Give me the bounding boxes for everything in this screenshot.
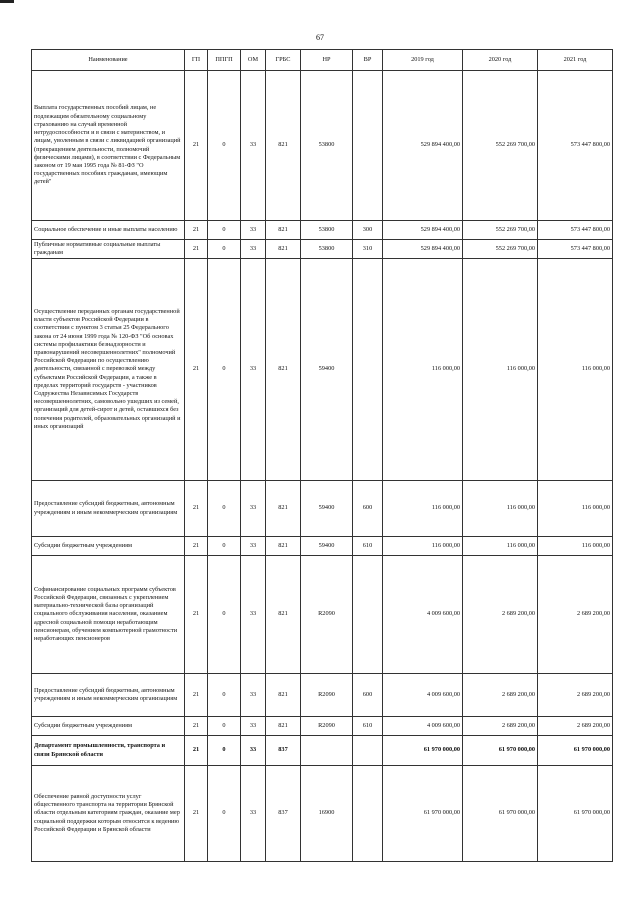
row-name: Предоставление субсидий бюджетным, автономным учреждениям и иным некоммерческим организациям: [32, 674, 185, 717]
row-ppgp: 0: [208, 766, 241, 862]
row-name: Департамент промышленности, транспорта и связи Брянской области: [32, 736, 185, 766]
table-row: [32, 537, 613, 556]
row-ppgp: 0: [208, 481, 241, 537]
row-amount-2021: 573 447 800,00: [538, 71, 613, 221]
row-om: 33: [241, 71, 266, 221]
row-om: 33: [241, 537, 266, 556]
row-ppgp: 0: [208, 736, 241, 766]
row-nr: 59400: [301, 537, 353, 556]
row-ppgp: 0: [208, 240, 241, 259]
row-amount-2021: 116 000,00: [538, 259, 613, 481]
row-grbs: 821: [266, 71, 301, 221]
header-2019: 2019 год: [383, 50, 463, 71]
table-header-row: [32, 50, 613, 71]
row-nr: R2090: [301, 717, 353, 736]
row-amount-2020: 61 970 000,00: [463, 766, 538, 862]
row-amount-2021: 116 000,00: [538, 537, 613, 556]
row-vr: [353, 556, 383, 674]
header-name: Наименование: [32, 50, 185, 71]
row-grbs: 821: [266, 674, 301, 717]
row-vr: 600: [353, 674, 383, 717]
row-om: 33: [241, 736, 266, 766]
row-vr: 310: [353, 240, 383, 259]
row-ppgp: 0: [208, 717, 241, 736]
row-amount-2020: 2 689 200,00: [463, 717, 538, 736]
row-om: 33: [241, 240, 266, 259]
header-grbs: ГРБС: [266, 50, 301, 71]
row-name: Выплата государственных пособий лицам, не подлежащим обязательному социальному страхованию на случай временной нетрудоспособности и в связи с материнством, и лицам, уволенным в связи с ликвидацией организаций (прекращением деятельности, полномочий физическими лицами), в соответствии с Федеральным законом от 19 мая 1995 года № 81-ФЗ "О государственных пособиях гражданам, имеющим детей": [32, 71, 185, 221]
row-amount-2021: 573 447 800,00: [538, 221, 613, 240]
row-amount-2020: 61 970 000,00: [463, 736, 538, 766]
header-2020: 2020 год: [463, 50, 538, 71]
row-grbs: 821: [266, 240, 301, 259]
row-nr: 16900: [301, 766, 353, 862]
table-row: [32, 766, 613, 862]
row-name: Социальное обеспечение и иные выплаты населению: [32, 221, 185, 240]
row-om: 33: [241, 717, 266, 736]
row-grbs: 821: [266, 537, 301, 556]
row-amount-2019: 529 894 400,00: [383, 221, 463, 240]
row-nr: 53800: [301, 240, 353, 259]
scan-corner-mark: [0, 0, 14, 3]
table-row: [32, 674, 613, 717]
row-ppgp: 0: [208, 71, 241, 221]
page-number: 67: [316, 33, 324, 42]
row-amount-2019: 4 009 600,00: [383, 717, 463, 736]
row-vr: [353, 71, 383, 221]
row-ppgp: 0: [208, 537, 241, 556]
row-amount-2020: 552 269 700,00: [463, 221, 538, 240]
row-amount-2019: 116 000,00: [383, 259, 463, 481]
row-grbs: 821: [266, 259, 301, 481]
row-amount-2020: 552 269 700,00: [463, 240, 538, 259]
row-name: Субсидии бюджетным учреждениям: [32, 717, 185, 736]
row-name: Софинансирование социальных программ субъектов Российской Федерации, связанных с укреплением материально-технической базы организаций социального обслуживания населения, оказанием адресной социальной помощи неработающим пенсионерам, обучением компьютерной грамотности неработающих пенсионеров: [32, 556, 185, 674]
header-nr: НР: [301, 50, 353, 71]
row-om: 33: [241, 259, 266, 481]
row-vr: 300: [353, 221, 383, 240]
row-amount-2021: 61 970 000,00: [538, 766, 613, 862]
row-gp: 21: [185, 736, 208, 766]
row-grbs: 837: [266, 766, 301, 862]
row-amount-2019: 4 009 600,00: [383, 674, 463, 717]
row-gp: 21: [185, 481, 208, 537]
row-name: Предоставление субсидий бюджетным, автономным учреждениям и иным некоммерческим организациям: [32, 481, 185, 537]
row-amount-2019: 4 009 600,00: [383, 556, 463, 674]
row-nr: 59400: [301, 481, 353, 537]
row-amount-2021: 2 689 200,00: [538, 674, 613, 717]
row-amount-2019: 529 894 400,00: [383, 71, 463, 221]
table-body: [32, 71, 613, 862]
row-gp: 21: [185, 537, 208, 556]
row-amount-2021: 2 689 200,00: [538, 556, 613, 674]
row-grbs: 821: [266, 221, 301, 240]
row-grbs: 821: [266, 556, 301, 674]
header-om: ОМ: [241, 50, 266, 71]
row-amount-2021: 573 447 800,00: [538, 240, 613, 259]
row-gp: 21: [185, 717, 208, 736]
row-nr: [301, 736, 353, 766]
row-amount-2020: 116 000,00: [463, 537, 538, 556]
row-amount-2020: 2 689 200,00: [463, 556, 538, 674]
row-name: Публичные нормативные социальные выплаты гражданам: [32, 240, 185, 259]
row-gp: 21: [185, 221, 208, 240]
header-gp: ГП: [185, 50, 208, 71]
table-row: [32, 717, 613, 736]
row-om: 33: [241, 766, 266, 862]
row-nr: 59400: [301, 259, 353, 481]
row-gp: 21: [185, 674, 208, 717]
table-row: [32, 481, 613, 537]
header-ppgp: ППГП: [208, 50, 241, 71]
row-nr: 53800: [301, 221, 353, 240]
table-row: [32, 71, 613, 221]
row-amount-2019: 116 000,00: [383, 537, 463, 556]
budget-table: [31, 49, 613, 862]
row-amount-2020: 2 689 200,00: [463, 674, 538, 717]
row-nr: R2090: [301, 674, 353, 717]
row-gp: 21: [185, 259, 208, 481]
row-gp: 21: [185, 240, 208, 259]
row-vr: 610: [353, 717, 383, 736]
row-name: Осуществление переданных органам государственной власти субъектов Российской Федерации в соответствии с пунктом 3 статьи 25 Федерального закона от 24 июня 1999 года № 120-ФЗ "Об основах системы профилактики безнадзорности и правонарушений несовершеннолетних" полномочий Российской Федерации по осуществлению деятельности, связанной с перевозкой между субъектами Российской Федерации, а также в пределах территорий государств - участников Содружества Независимых Государств несовершеннолетних, самовольно ушедших из семей, организаций для детей-сирот и детей, оставшихся без попечения родителей, образовательных организаций и иных организаций: [32, 259, 185, 481]
table-row: [32, 240, 613, 259]
row-vr: [353, 766, 383, 862]
row-gp: 21: [185, 556, 208, 674]
row-vr: [353, 259, 383, 481]
table-row: [32, 556, 613, 674]
row-amount-2019: 61 970 000,00: [383, 736, 463, 766]
row-om: 33: [241, 674, 266, 717]
row-vr: 610: [353, 537, 383, 556]
row-gp: 21: [185, 71, 208, 221]
row-ppgp: 0: [208, 259, 241, 481]
row-gp: 21: [185, 766, 208, 862]
row-amount-2021: 116 000,00: [538, 481, 613, 537]
row-name: Субсидии бюджетным учреждениям: [32, 537, 185, 556]
row-amount-2019: 116 000,00: [383, 481, 463, 537]
row-amount-2021: 61 970 000,00: [538, 736, 613, 766]
row-amount-2020: 116 000,00: [463, 259, 538, 481]
header-vr: ВР: [353, 50, 383, 71]
row-amount-2019: 529 894 400,00: [383, 240, 463, 259]
header-2021: 2021 год: [538, 50, 613, 71]
row-ppgp: 0: [208, 556, 241, 674]
row-ppgp: 0: [208, 674, 241, 717]
row-amount-2021: 2 689 200,00: [538, 717, 613, 736]
row-grbs: 837: [266, 736, 301, 766]
row-om: 33: [241, 481, 266, 537]
row-vr: [353, 736, 383, 766]
row-om: 33: [241, 221, 266, 240]
row-amount-2019: 61 970 000,00: [383, 766, 463, 862]
row-grbs: 821: [266, 481, 301, 537]
row-ppgp: 0: [208, 221, 241, 240]
row-nr: R2090: [301, 556, 353, 674]
row-nr: 53800: [301, 71, 353, 221]
row-om: 33: [241, 556, 266, 674]
row-name: Обеспечение равной доступности услуг общественного транспорта на территории Брянской области отдельным категориям граждан, оказание мер социальной поддержки которым относится к ведению Российской Федерации и Брянской области: [32, 766, 185, 862]
table-row: [32, 736, 613, 766]
row-amount-2020: 116 000,00: [463, 481, 538, 537]
row-grbs: 821: [266, 717, 301, 736]
table-row: [32, 259, 613, 481]
table-row: [32, 221, 613, 240]
row-amount-2020: 552 269 700,00: [463, 71, 538, 221]
row-vr: 600: [353, 481, 383, 537]
